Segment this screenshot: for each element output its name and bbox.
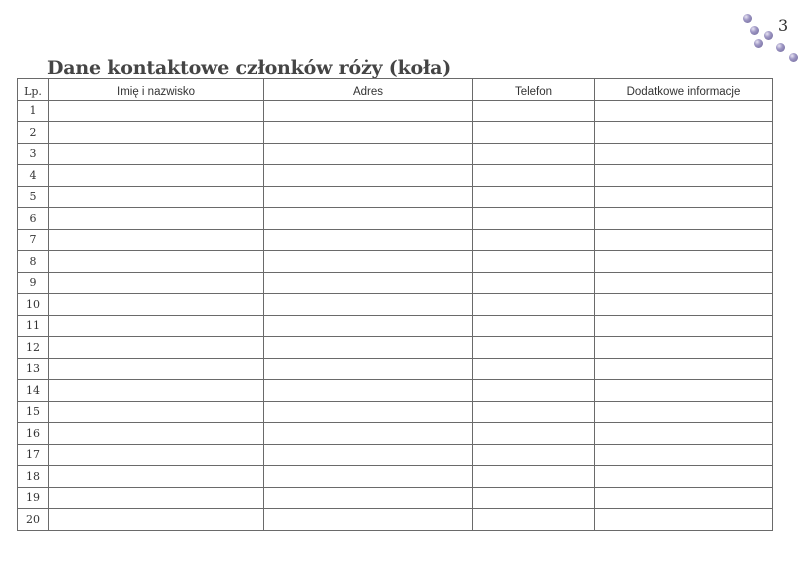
extra-info-cell[interactable] xyxy=(595,487,773,509)
address-cell[interactable] xyxy=(264,294,473,316)
page-title: Dane kontaktowe członków róży (koła) xyxy=(47,56,452,79)
table-row xyxy=(18,165,773,187)
row-number: 4 xyxy=(18,165,49,187)
table-row xyxy=(18,272,773,294)
table-row xyxy=(18,208,773,230)
row-number: 3 xyxy=(18,143,49,165)
row-number: 13 xyxy=(18,358,49,380)
address-cell[interactable] xyxy=(264,466,473,488)
header-name: Imię i nazwisko xyxy=(49,79,264,101)
name-cell[interactable] xyxy=(49,294,264,316)
extra-info-cell[interactable] xyxy=(595,380,773,402)
row-number: 11 xyxy=(18,315,49,337)
name-cell[interactable] xyxy=(49,315,264,337)
name-cell[interactable] xyxy=(49,165,264,187)
header-phone: Telefon xyxy=(473,79,595,101)
phone-cell[interactable] xyxy=(473,165,595,187)
address-cell[interactable] xyxy=(264,337,473,359)
extra-info-cell[interactable] xyxy=(595,444,773,466)
header-address: Adres xyxy=(264,79,473,101)
extra-info-cell[interactable] xyxy=(595,294,773,316)
table-row xyxy=(18,509,773,531)
phone-cell[interactable] xyxy=(473,401,595,423)
table-row xyxy=(18,337,773,359)
name-cell[interactable] xyxy=(49,380,264,402)
phone-cell[interactable] xyxy=(473,380,595,402)
name-cell[interactable] xyxy=(49,487,264,509)
bead-dot xyxy=(776,43,785,52)
address-cell[interactable] xyxy=(264,358,473,380)
table-row xyxy=(18,487,773,509)
extra-info-cell[interactable] xyxy=(595,229,773,251)
table-row xyxy=(18,423,773,445)
extra-info-cell[interactable] xyxy=(595,143,773,165)
row-number: 8 xyxy=(18,251,49,273)
row-number: 19 xyxy=(18,487,49,509)
table-row xyxy=(18,380,773,402)
row-number: 10 xyxy=(18,294,49,316)
bead-dot xyxy=(764,31,773,40)
row-number: 1 xyxy=(18,100,49,122)
phone-cell[interactable] xyxy=(473,509,595,531)
address-cell[interactable] xyxy=(264,143,473,165)
address-cell[interactable] xyxy=(264,229,473,251)
row-number: 9 xyxy=(18,272,49,294)
table-row xyxy=(18,186,773,208)
address-cell[interactable] xyxy=(264,380,473,402)
address-cell[interactable] xyxy=(264,509,473,531)
address-cell[interactable] xyxy=(264,251,473,273)
address-cell[interactable] xyxy=(264,315,473,337)
row-number: 2 xyxy=(18,122,49,144)
extra-info-cell[interactable] xyxy=(595,423,773,445)
extra-info-cell[interactable] xyxy=(595,272,773,294)
name-cell[interactable] xyxy=(49,272,264,294)
row-number: 7 xyxy=(18,229,49,251)
row-number: 17 xyxy=(18,444,49,466)
phone-cell[interactable] xyxy=(473,294,595,316)
extra-info-cell[interactable] xyxy=(595,315,773,337)
name-cell[interactable] xyxy=(49,401,264,423)
address-cell[interactable] xyxy=(264,186,473,208)
table-row xyxy=(18,466,773,488)
table-row xyxy=(18,122,773,144)
name-cell[interactable] xyxy=(49,444,264,466)
row-number: 20 xyxy=(18,509,49,531)
extra-info-cell[interactable] xyxy=(595,208,773,230)
extra-info-cell[interactable] xyxy=(595,100,773,122)
table-row xyxy=(18,229,773,251)
table-row xyxy=(18,401,773,423)
extra-info-cell[interactable] xyxy=(595,251,773,273)
address-cell[interactable] xyxy=(264,487,473,509)
table-row xyxy=(18,294,773,316)
bead-dot xyxy=(750,26,759,35)
extra-info-cell[interactable] xyxy=(595,122,773,144)
address-cell[interactable] xyxy=(264,122,473,144)
name-cell[interactable] xyxy=(49,466,264,488)
name-cell[interactable] xyxy=(49,100,264,122)
name-cell[interactable] xyxy=(49,337,264,359)
phone-cell[interactable] xyxy=(473,423,595,445)
phone-cell[interactable] xyxy=(473,272,595,294)
address-cell[interactable] xyxy=(264,423,473,445)
address-cell[interactable] xyxy=(264,100,473,122)
extra-info-cell[interactable] xyxy=(595,337,773,359)
name-cell[interactable] xyxy=(49,509,264,531)
address-cell[interactable] xyxy=(264,208,473,230)
page-number: 3 xyxy=(778,16,789,35)
extra-info-cell[interactable] xyxy=(595,358,773,380)
name-cell[interactable] xyxy=(49,358,264,380)
table-row xyxy=(18,143,773,165)
bead-dot xyxy=(754,39,763,48)
row-number: 16 xyxy=(18,423,49,445)
extra-info-cell[interactable] xyxy=(595,401,773,423)
name-cell[interactable] xyxy=(49,186,264,208)
name-cell[interactable] xyxy=(49,229,264,251)
row-number: 18 xyxy=(18,466,49,488)
phone-cell[interactable] xyxy=(473,122,595,144)
table-row xyxy=(18,358,773,380)
name-cell[interactable] xyxy=(49,143,264,165)
contact-table xyxy=(17,78,773,531)
phone-cell[interactable] xyxy=(473,358,595,380)
name-cell[interactable] xyxy=(49,122,264,144)
phone-cell[interactable] xyxy=(473,487,595,509)
row-number: 15 xyxy=(18,401,49,423)
phone-cell[interactable] xyxy=(473,251,595,273)
table-row xyxy=(18,251,773,273)
address-cell[interactable] xyxy=(264,401,473,423)
table-row xyxy=(18,100,773,122)
extra-info-cell[interactable] xyxy=(595,186,773,208)
table-body xyxy=(18,100,773,530)
row-number: 6 xyxy=(18,208,49,230)
phone-cell[interactable] xyxy=(473,444,595,466)
phone-cell[interactable] xyxy=(473,143,595,165)
name-cell[interactable] xyxy=(49,208,264,230)
row-number: 12 xyxy=(18,337,49,359)
extra-info-cell[interactable] xyxy=(595,509,773,531)
phone-cell[interactable] xyxy=(473,100,595,122)
phone-cell[interactable] xyxy=(473,186,595,208)
phone-cell[interactable] xyxy=(473,466,595,488)
address-cell[interactable] xyxy=(264,272,473,294)
bead-dot xyxy=(743,14,752,23)
row-number: 14 xyxy=(18,380,49,402)
row-number: 5 xyxy=(18,186,49,208)
phone-cell[interactable] xyxy=(473,208,595,230)
address-cell[interactable] xyxy=(264,165,473,187)
name-cell[interactable] xyxy=(49,423,264,445)
bead-dot xyxy=(789,53,798,62)
extra-info-cell[interactable] xyxy=(595,165,773,187)
extra-info-cell[interactable] xyxy=(595,466,773,488)
header-extra-info: Dodatkowe informacje xyxy=(595,79,773,101)
table-row xyxy=(18,444,773,466)
header-lp: Lp. xyxy=(18,79,49,101)
phone-cell[interactable] xyxy=(473,337,595,359)
header-row xyxy=(18,79,773,101)
phone-cell[interactable] xyxy=(473,315,595,337)
name-cell[interactable] xyxy=(49,251,264,273)
table-row xyxy=(18,315,773,337)
address-cell[interactable] xyxy=(264,444,473,466)
phone-cell[interactable] xyxy=(473,229,595,251)
